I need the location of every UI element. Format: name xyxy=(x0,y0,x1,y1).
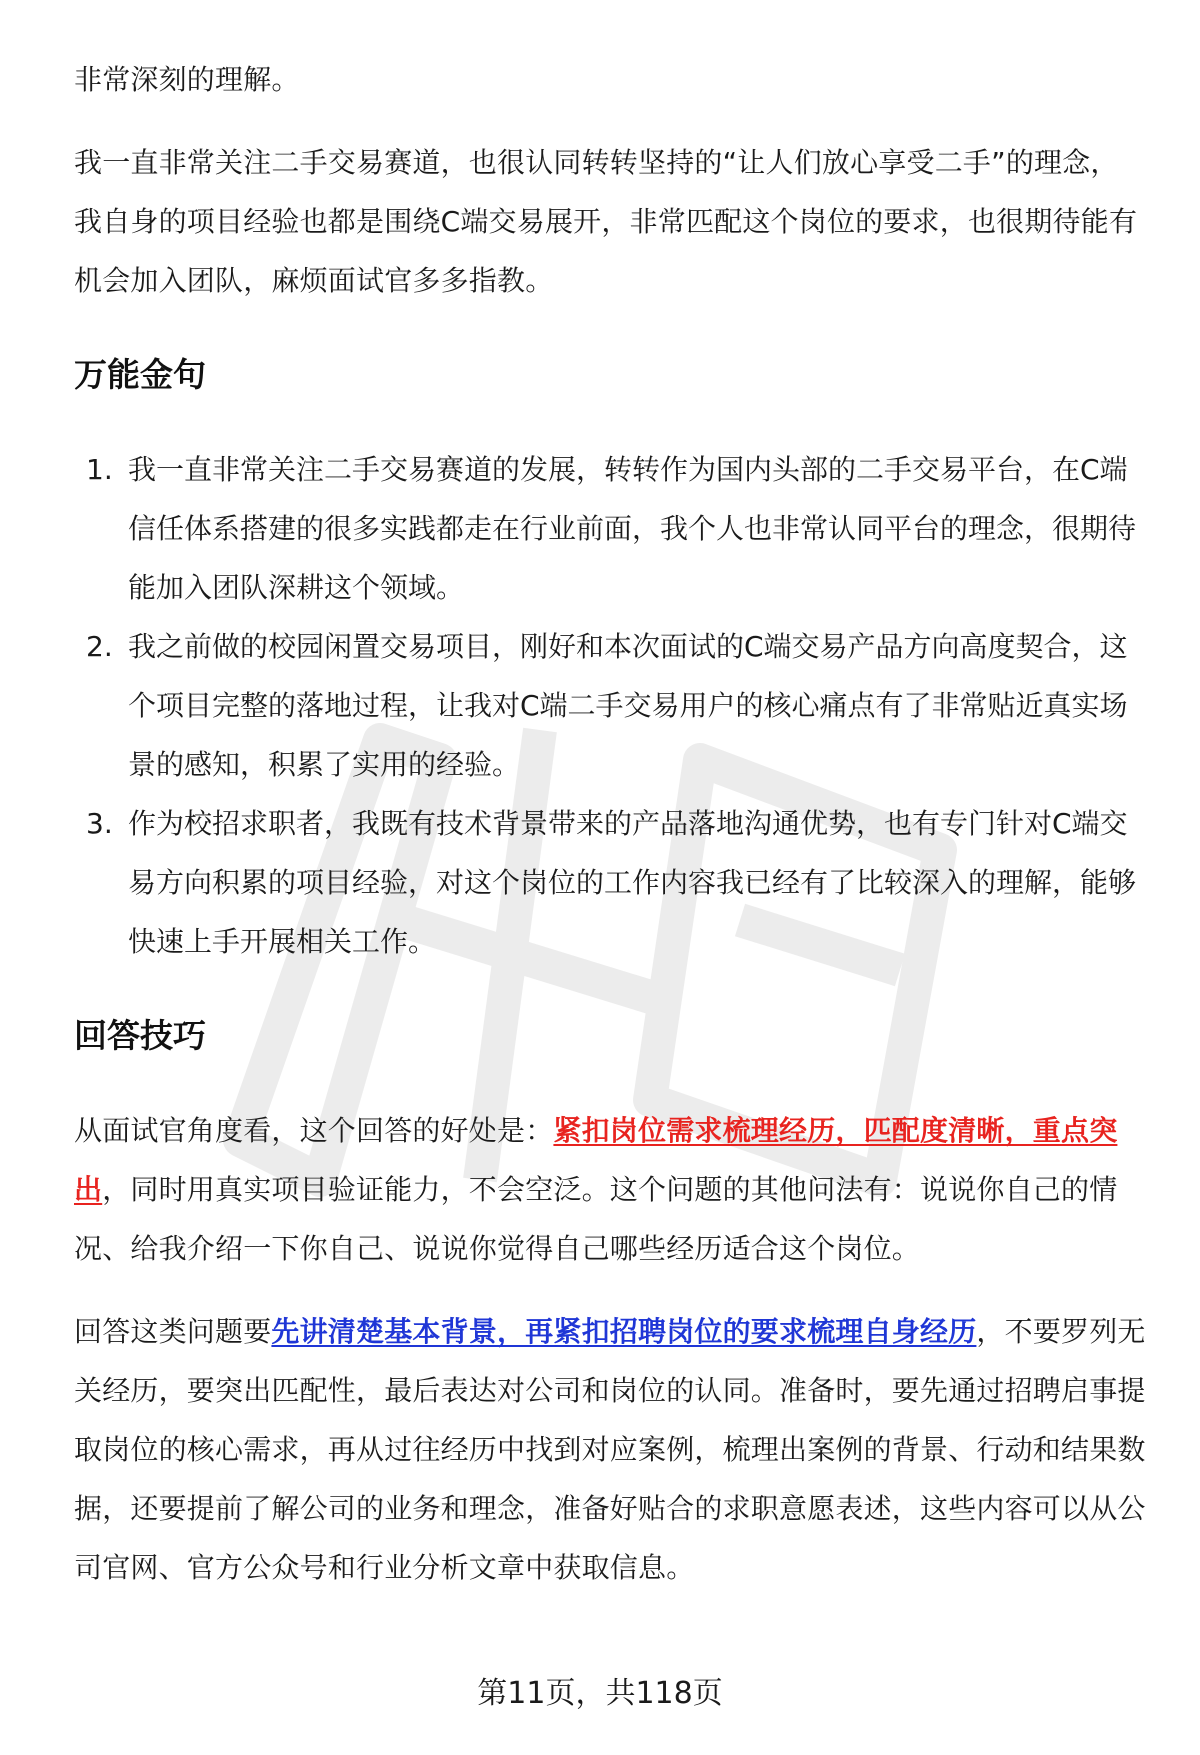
golden-sentences-list xyxy=(74,440,1146,971)
tips-paragraph-2 xyxy=(74,1302,1146,1597)
list-text: 作为校招求职者，我既有技术背景带来的产品落地沟通优势，也有专门针对C端交易方向积累的项目经验，对这个岗位的工作内容我已经有了比较深入的理解，能够快速上手开展相关工作。 xyxy=(128,807,1137,958)
tips-p2-emphasis: 先讲清楚基本背景，再紧扣招聘岗位的要求梳理自身经历 xyxy=(271,1315,977,1348)
golden-sentences-heading: 万能金句 xyxy=(74,355,206,394)
list-text: 我之前做的校园闲置交易项目，刚好和本次面试的C端交易产品方向高度契合，这个项目完整的落地过程，让我对C端二手交易用户的核心痛点有了非常贴近真实场景的感知，积累了实用的经验。 xyxy=(128,630,1128,781)
list-number: 2. xyxy=(86,630,113,663)
tips-p2-before: 回答这类问题要 xyxy=(74,1315,272,1348)
tips-paragraph-1 xyxy=(74,1101,1146,1278)
page-number-footer: 第11页，共118页 xyxy=(477,1676,723,1711)
tips-p1-after: ，同时用真实项目验证能力，不会空泛。这个问题的其他问法有：说说你自己的情况、给我介绍一下你自己、说说你觉得自己哪些经历适合这个岗位。 xyxy=(74,1173,1118,1265)
document-body xyxy=(74,50,1146,1597)
intro-paragraph: 我一直非常关注二手交易赛道，也很认同转转坚持的“让人们放心享受二手”的理念，我自身的项目经验也都是围绕C端交易展开，非常匹配这个岗位的要求，也很期待能有机会加入团队，麻烦面试官多多指教。 xyxy=(74,146,1138,297)
list-number: 3. xyxy=(86,807,113,840)
intro-continuation: 非常深刻的理解。 xyxy=(74,63,300,96)
tips-p2-after: ，不要罗列无关经历，要突出匹配性，最后表达对公司和岗位的认同。准备时，要先通过招聘启事提取岗位的核心需求，再从过往经历中找到对应案例，梳理出案例的背景、行动和结果数据，还要提前了解公司的业务和理念，准备好贴合的求职意愿表述，这些内容可以从公司官网、官方公众号和行业分析文章中获取信息。 xyxy=(74,1315,1146,1584)
list-number: 1. xyxy=(86,453,113,486)
tips-p1-before: 从面试官角度看，这个回答的好处是： xyxy=(74,1114,554,1147)
list-text: 我一直非常关注二手交易赛道的发展，转转作为国内头部的二手交易平台，在C端信任体系搭建的很多实践都走在行业前面，我个人也非常认同平台的理念，很期待能加入团队深耕这个领域。 xyxy=(128,453,1137,604)
list-item xyxy=(74,794,1146,971)
tips-p1-emphasis: 紧扣岗位需求梳理经历，匹配度清晰，重点突出 xyxy=(74,1114,1118,1206)
answer-tips-heading: 回答技巧 xyxy=(74,1016,206,1055)
list-item xyxy=(74,440,1146,617)
list-item xyxy=(74,617,1146,794)
